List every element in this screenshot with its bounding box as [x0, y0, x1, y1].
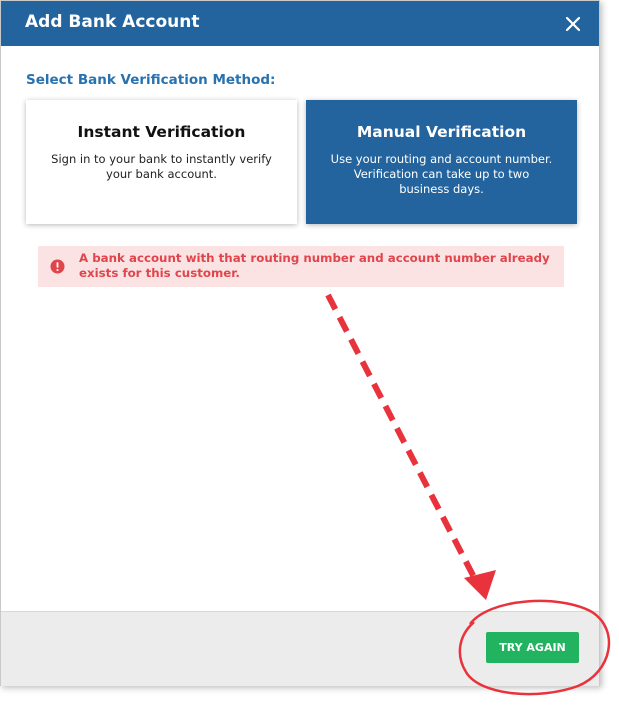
modal-title: Add Bank Account	[25, 12, 200, 32]
manual-verification-title: Manual Verification	[356, 123, 527, 141]
modal-header	[1, 1, 599, 46]
instant-verification-option[interactable]	[26, 100, 297, 224]
manual-verification-description: Use your routing and account number. Verification can take up to two business days.	[330, 152, 553, 196]
close-icon[interactable]	[561, 12, 585, 36]
instant-verification-description: Sign in to your bank to instantly verify your bank account.	[51, 152, 272, 181]
error-alert	[38, 246, 564, 287]
instant-verification-title: Instant Verification	[77, 123, 246, 141]
error-message: A bank account with that routing number and account number already exists for this customer.	[79, 251, 550, 280]
verification-method-label: Select Bank Verification Method:	[26, 72, 276, 88]
exclamation-circle-icon	[50, 259, 65, 274]
try-again-button[interactable]: TRY AGAIN	[486, 632, 579, 663]
manual-verification-option[interactable]	[306, 100, 577, 224]
